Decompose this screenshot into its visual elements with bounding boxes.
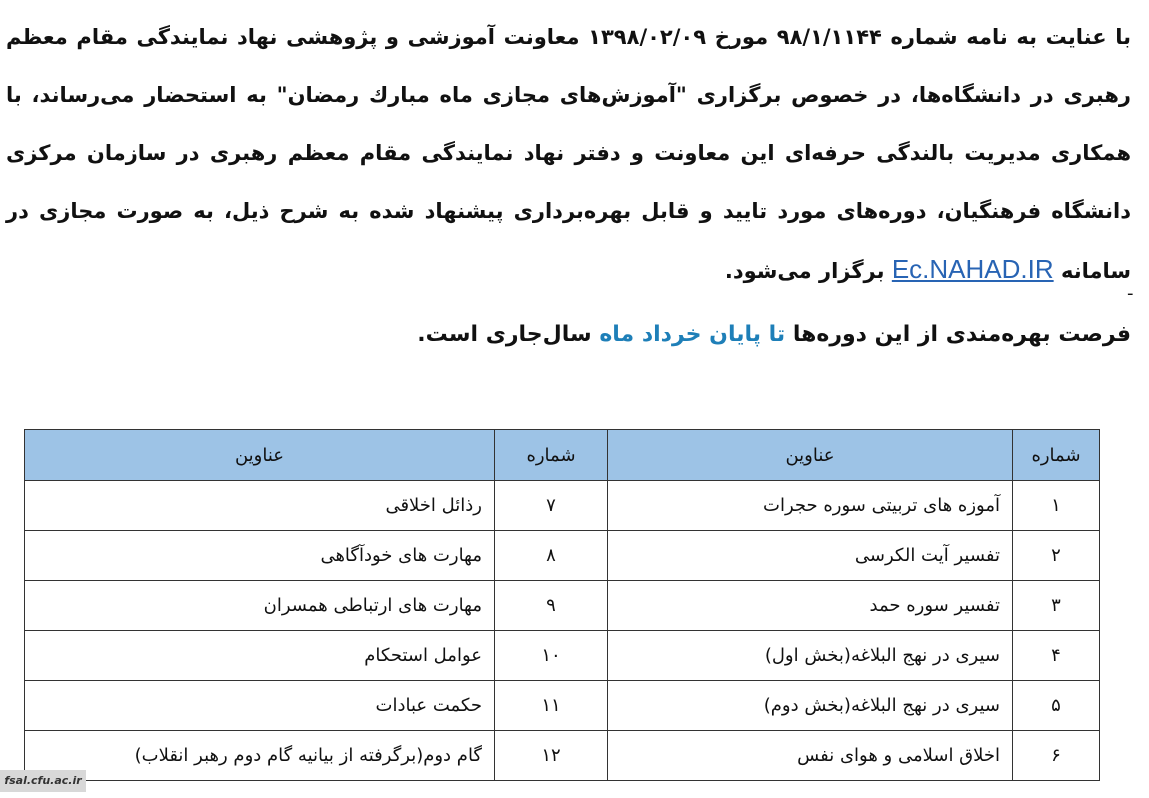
ec-nahad-link[interactable]: Ec.NAHAD.IR [891,254,1054,284]
row-title: تفسیر سوره حمد [608,581,1013,631]
row-number: ۳ [1013,581,1100,631]
row-number: ۱۲ [495,731,608,781]
site-watermark: fsal.cfu.ac.ir [0,770,86,792]
row-title: رذائل اخلاقی [25,481,495,531]
table-row [25,731,1100,781]
row-title: سیری در نهج البلاغه(بخش اول) [608,631,1013,681]
letter-paragraph [6,8,1131,300]
row-number: ۱ [1013,481,1100,531]
notice-part1: فرصت بهره‌مندی از این دوره‌ها [792,322,1131,347]
row-number: ۲ [1013,531,1100,581]
letter-text: با عنایت به نامه شماره ۹۸/۱/۱۱۴۴ مورخ ۱۳۹۸/۰۲/۰۹ معاونت آموزشی و پژوهشی نهاد نمایندگی مقام معظم رهبری در دانشگاه‌ها، در خصوص برگزاری "آموزش‌های مجازی ماه مبارك رمضان" به استحضار می‌رساند، با همکاری مدیریت بالندگی حرفه‌ای این معاونت و دفتر نهاد نمایندگی مقام معظم رهبری در سازمان مرکزی دانشگاه فرهنگیان، دوره‌های مورد تایید و قابل بهره‌برداری پیشنهاد شده به شرح ذیل، به صورت مجازی در سامانه [6,25,1131,283]
row-title: حکمت عبادات [25,681,495,731]
row-title: مهارت های خودآگاهی [25,531,495,581]
row-number: ۸ [495,531,608,581]
row-title: آموزه های تربیتی سوره حجرات [608,481,1013,531]
row-number: ۱۱ [495,681,608,731]
table-row [25,631,1100,681]
notice-part2: سال‌جاری است. [417,322,592,347]
row-title: عوامل استحکام [25,631,495,681]
table-header-row [25,430,1100,481]
table-row [25,681,1100,731]
row-title: سیری در نهج البلاغه(بخش دوم) [608,681,1013,731]
row-number: ۶ [1013,731,1100,781]
deadline-notice [300,322,1131,347]
row-number: ۴ [1013,631,1100,681]
row-number: ۱۰ [495,631,608,681]
table-row [25,581,1100,631]
row-title: مهارت های ارتباطی همسران [25,581,495,631]
table-row [25,481,1100,531]
table-row [25,531,1100,581]
header-number-2: شماره [495,430,608,481]
notice-highlight: تا پایان خرداد ماه [599,322,786,347]
row-number: ۹ [495,581,608,631]
row-title: تفسیر آیت الکرسی [608,531,1013,581]
row-title: گام دوم(برگرفته از بیانیه گام دوم رهبر انقلاب) [25,731,495,781]
letter-text-end: برگزار می‌شود. [724,259,885,283]
row-number: ۷ [495,481,608,531]
header-number-1: شماره [1013,430,1100,481]
dash-mark: - [1127,283,1134,304]
header-titles-1: عناوین [608,430,1013,481]
row-number: ۵ [1013,681,1100,731]
header-titles-2: عناوین [25,430,495,481]
courses-table [24,429,1100,781]
row-title: اخلاق اسلامی و هوای نفس [608,731,1013,781]
